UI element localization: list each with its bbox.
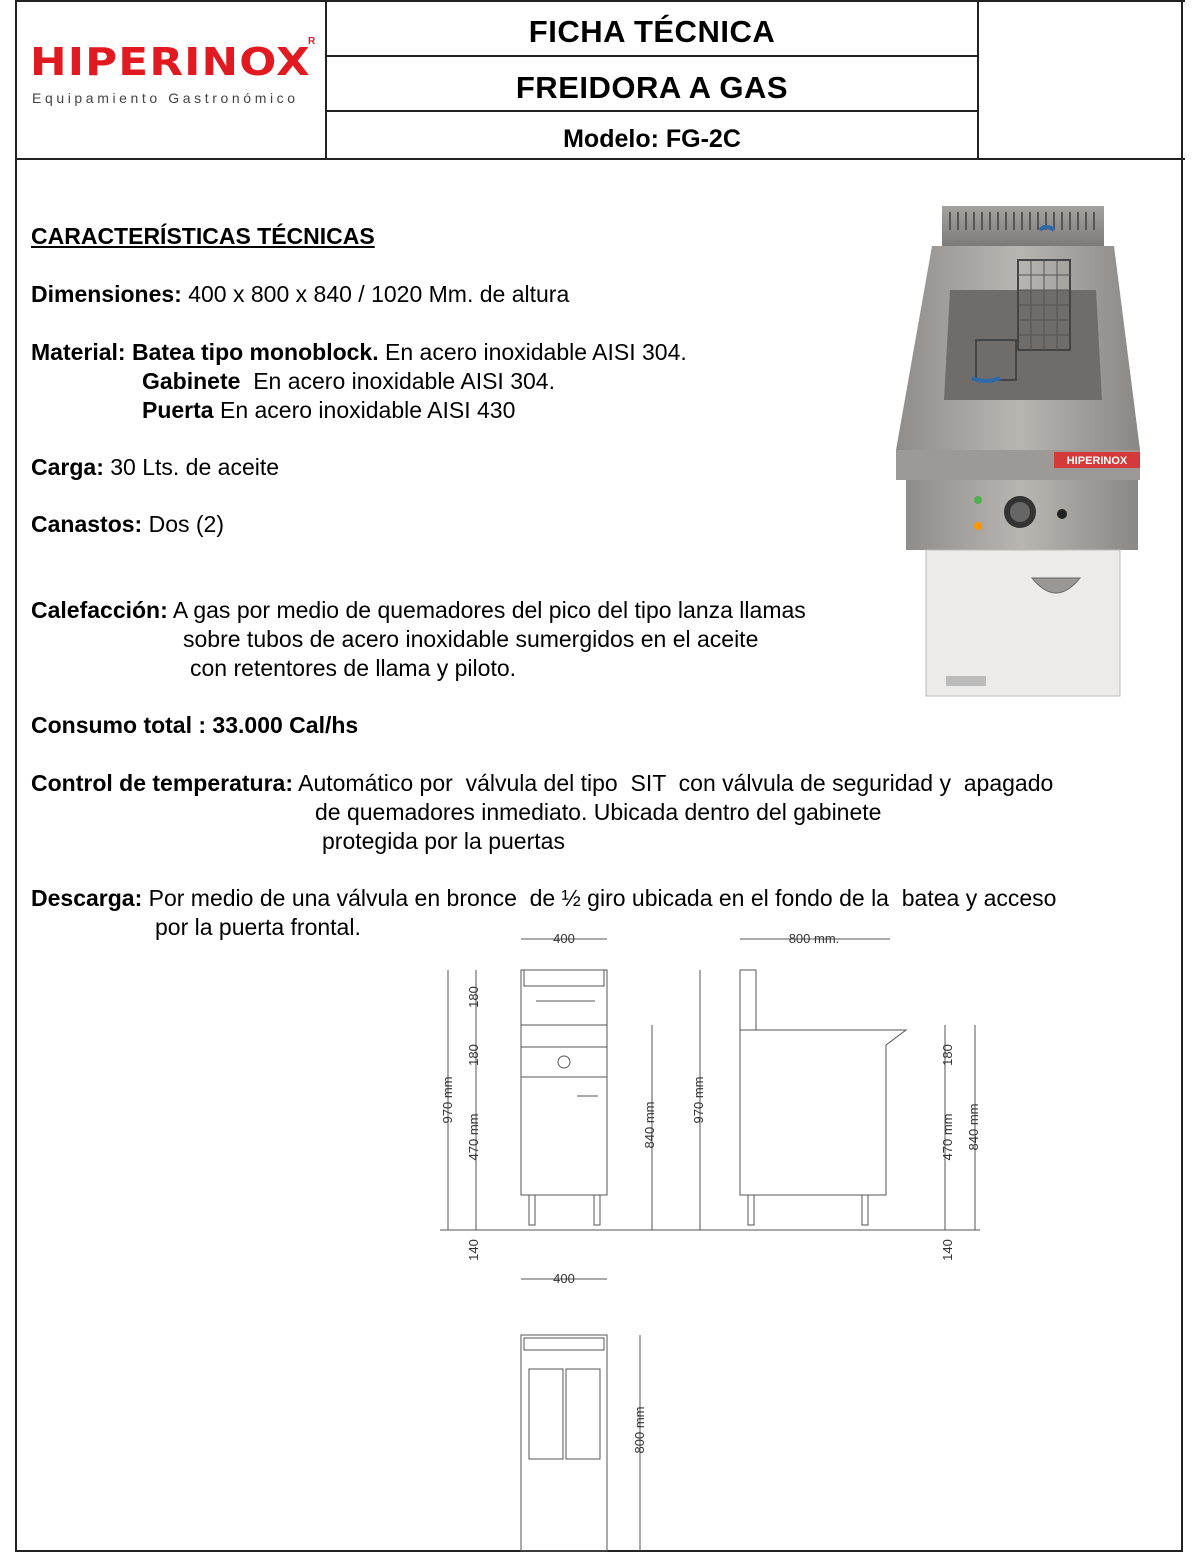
indicator-light-green: [974, 496, 982, 504]
rating-plate: [946, 676, 986, 686]
front-view-leg: [529, 1195, 535, 1225]
spec-value: 400 x 800 x 840 / 1020 Mm. de altura: [181, 281, 570, 307]
title-divider: [327, 55, 977, 57]
spec-value: 30 Lts. de aceite: [103, 454, 280, 480]
spec-value: En acero inoxidable AISI 304.: [378, 339, 687, 365]
spec-consumo: Consumo total : 33.000 Cal/hs: [31, 712, 359, 738]
spec-value: Por medio de una válvula en bronce de ½ giro ubicada en el fondo de la batea y acceso: [142, 885, 1057, 911]
spec-value: En acero inoxidable AISI 304.: [240, 368, 555, 394]
spec-value-bold: Puerta: [142, 397, 214, 423]
dim-side-140: 140: [940, 1239, 955, 1261]
dim-top-depth: 800 mm: [632, 1406, 647, 1454]
spec-label: Canastos:: [31, 511, 143, 537]
spec-value: A gas por medio de quemadores del pico del tipo lanza llamas: [167, 597, 806, 623]
front-view-backsplash: [524, 970, 604, 986]
top-view-basket: [529, 1369, 563, 1459]
indicator-light-orange: [974, 522, 982, 530]
dim-top-width: 400: [553, 1271, 575, 1286]
spec-calefaccion: [31, 596, 806, 625]
dim-side-depth: 800 mm.: [788, 931, 840, 946]
brand-plate-text: HIPERINOX: [1066, 455, 1128, 467]
dim-180-mid: 180: [466, 1044, 481, 1066]
ignition-button: [1057, 509, 1067, 519]
top-view-basket: [566, 1369, 600, 1459]
spec-descarga: [31, 884, 1056, 913]
spec-value: En acero inoxidable AISI 430: [213, 397, 516, 423]
top-view-backsplash: [524, 1338, 604, 1350]
spec-label: Carga:: [31, 454, 104, 480]
dim-180-top: 180: [466, 986, 481, 1008]
spec-descarga-line: por la puerta frontal.: [155, 914, 361, 940]
spec-value-bold: Batea tipo monoblock.: [125, 339, 379, 365]
front-view-knob: [558, 1056, 570, 1068]
spec-calefaccion-line: sobre tubos de acero inoxidable sumergidos en el aceite: [183, 626, 759, 652]
brand-logo: [30, 36, 320, 116]
title-divider: [327, 110, 977, 112]
top-view-body: [521, 1335, 607, 1551]
spec-value-bold: Gabinete: [142, 368, 241, 394]
fryer-cabinet: [926, 550, 1120, 696]
logo-tagline: Equipamiento Gastronómico: [32, 90, 299, 106]
side-view-leg: [748, 1195, 754, 1225]
side-view-leg: [862, 1195, 868, 1225]
technical-drawings: [430, 925, 990, 1555]
section-title: CARACTERÍSTICAS TÉCNICAS: [31, 223, 375, 249]
spec-control-line: protegida por la puertas: [322, 828, 565, 854]
knob-center: [1010, 502, 1030, 522]
document-title: FICHA TÉCNICA: [528, 14, 776, 49]
dim-side-180: 180: [940, 1044, 955, 1066]
dim-140: 140: [466, 1239, 481, 1261]
dim-side-840: 840 mm: [966, 1103, 981, 1151]
dim-side-total: 970 mm: [691, 1076, 706, 1124]
front-view-leg: [594, 1195, 600, 1225]
spec-value: Automático por válvula del tipo SIT con válvula de seguridad y apagado: [292, 770, 1054, 796]
logo-text: HIPERINOX: [30, 40, 311, 84]
dim-470: 470 mm: [466, 1113, 481, 1161]
front-view-body: [521, 970, 607, 1195]
spec-label: Dimensiones:: [31, 281, 182, 307]
dim-total-height: 970 mm: [440, 1076, 455, 1124]
spec-value: Dos (2): [142, 511, 224, 537]
front-view-control-panel: [521, 1047, 607, 1077]
dim-840: 840 mm: [642, 1101, 657, 1149]
spec-control: [31, 769, 1053, 798]
side-view-body: [740, 1030, 906, 1195]
spec-label: Control de temperatura:: [31, 770, 293, 796]
spec-label: Material:: [31, 339, 126, 365]
fryer-photo: [890, 200, 1150, 700]
spec-label: Descarga:: [31, 885, 143, 911]
spec-calefaccion-line: con retentores de llama y piloto.: [190, 655, 517, 681]
spec-material: [31, 338, 687, 367]
spec-dimensiones: [31, 280, 569, 309]
spec-label: Calefacción:: [31, 597, 168, 623]
side-view-backsplash: [740, 970, 756, 1030]
spec-canastos: [31, 510, 224, 539]
registered-mark: R: [308, 36, 316, 47]
fryer-tank: [944, 290, 1102, 400]
spec-control-line: de quemadores inmediato. Ubicada dentro del gabinete: [315, 799, 882, 825]
dim-front-width: 400: [553, 931, 575, 946]
spec-material-puerta: [142, 396, 515, 425]
dim-side-470: 470 mm: [940, 1113, 955, 1161]
product-name: FREIDORA A GAS: [515, 70, 789, 105]
spec-material-gabinete: [142, 367, 555, 396]
title-box: [325, 0, 979, 160]
model-label: Modelo: FG-2C: [563, 125, 741, 153]
spec-carga: [31, 453, 279, 482]
